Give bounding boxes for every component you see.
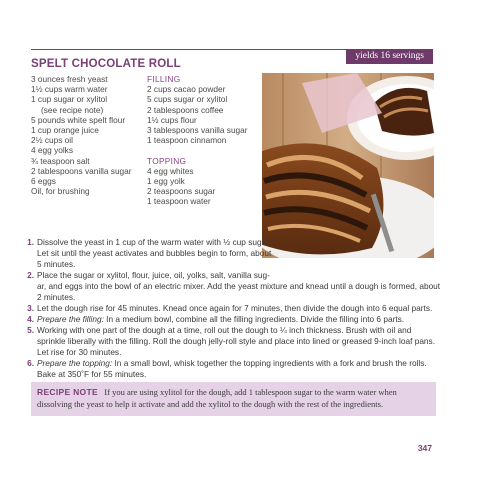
ingredient: 2½ cups oil <box>31 135 73 146</box>
ingredient: 1 cup orange juice <box>31 125 99 136</box>
step-number: 6. <box>27 358 34 368</box>
ingredient: 5 pounds white spelt flour <box>31 114 126 125</box>
step-number: 2. <box>27 270 34 280</box>
step <box>20 237 442 270</box>
step <box>20 314 442 325</box>
ingredient: 1 egg yolk <box>147 176 185 187</box>
step <box>20 358 442 380</box>
ingredient: 2 tablespoons coffee <box>147 104 224 115</box>
ingredient: ¾ teaspoon salt <box>31 155 90 166</box>
ingredient: 4 egg yolks <box>31 145 73 156</box>
step <box>20 270 442 303</box>
topping-heading: TOPPING <box>147 155 187 166</box>
page-number: 347 <box>417 443 432 453</box>
recipe-note-label: RECIPE NOTE <box>37 387 98 397</box>
step-number: 1. <box>27 237 34 247</box>
step-text: Let the dough rise for 45 minutes. Knead once again for 7 minutes, then divide the dough into 6 equal parts. <box>37 303 433 313</box>
chocolate-roll-photo <box>262 73 434 258</box>
ingredient: 2 teaspoons sugar <box>147 186 216 197</box>
ingredient: 1 teaspoon cinnamon <box>147 135 227 146</box>
ingredient: 1½ cups flour <box>147 114 197 125</box>
filling-heading: FILLING <box>147 74 181 84</box>
ingredient: 2 tablespoons vanilla sugar <box>31 165 132 176</box>
ingredient: 6 eggs <box>31 176 56 187</box>
yields-badge: yields 16 servings <box>346 49 433 64</box>
step-number: 3. <box>27 303 34 313</box>
step-text: Place the sugar or xylitol, flour, juice, oil, yolks, salt, vanilla sug- <box>37 270 270 280</box>
ingredient: 2 cups cacao powder <box>147 84 226 95</box>
step-text: Dissolve the yeast in 1 cup of the warm water with ½ cup sugar. Let sit until the yeast activates and bubbles begin to form, about 5 minutes. <box>37 237 272 269</box>
ingredient: 1 teaspoon water <box>147 196 211 207</box>
ingredient: 3 tablespoons vanilla sugar <box>147 125 248 136</box>
ingredient: 4 egg whites <box>147 165 194 176</box>
instructions <box>20 237 442 380</box>
ingredient: Oil, for brushing <box>31 186 90 197</box>
step-lead: Prepare the filling: <box>37 314 104 324</box>
ingredient-note: (see recipe note) <box>41 104 104 115</box>
step <box>20 325 442 358</box>
step-text: Working with one part of the dough at a time, roll out the dough to ¼ inch thickness. Brush with oil and sprinkle liberally with the filling. Roll the dough jelly-roll style and place into lined or greased 9-inch loaf pans. Let rise for 30 minutes. <box>37 325 436 357</box>
dough-ingredients-list <box>31 74 143 196</box>
step-text-continued: ar, and eggs into the bowl of an electric mixer. Add the yeast mixture and knead until a dough is formed, about 2 minutes. <box>37 281 441 302</box>
ingredient: 1½ cups warm water <box>31 84 108 95</box>
filling-topping-list <box>147 74 259 207</box>
ingredient: 3 ounces fresh yeast <box>31 74 108 84</box>
step-text: In a medium bowl, combine all the filling ingredients. Divide the filling into 6 parts. <box>103 314 405 324</box>
step-number: 5. <box>27 325 34 335</box>
ingredient: 5 cups sugar or xylitol <box>147 94 228 105</box>
recipe-note <box>31 382 436 416</box>
step-text: In a small bowl, whisk together the topping ingredients with a fork and brush the rolls. Bake at 350˚F for 55 minutes. <box>37 358 427 379</box>
step-lead: Prepare the topping: <box>37 358 113 368</box>
ingredient: 1 cup sugar or xylitol <box>31 94 108 105</box>
step-number: 4. <box>27 314 34 324</box>
recipe-note-text: If you are using xylitol for the dough, add 1 tablespoon sugar to the warm water when dissolving the yeast to help it activate and add the xylitol to the dough with the rest of the ingredients. <box>37 387 397 409</box>
recipe-title: SPELT CHOCOLATE ROLL <box>31 58 181 70</box>
step <box>20 303 442 314</box>
